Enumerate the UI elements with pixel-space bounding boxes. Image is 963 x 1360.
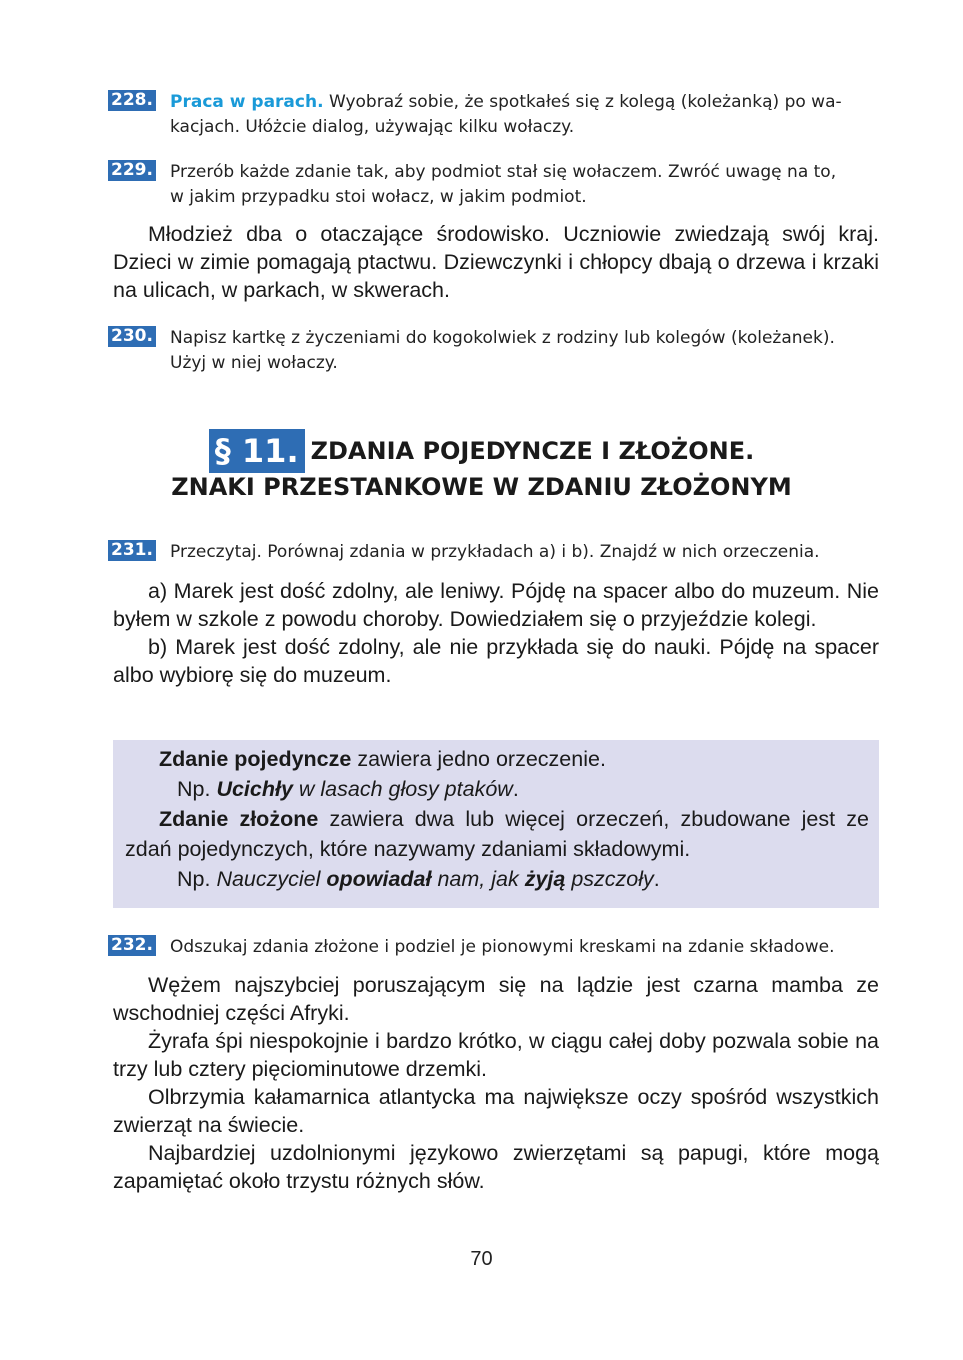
rule-simple-sentence — [125, 744, 869, 774]
example-complex — [125, 864, 869, 894]
section-title-line-2: ZNAKI PRZESTANKOWE W ZDANIU ZŁOŻONYM — [171, 473, 792, 501]
paragraph: Młodzież dba o otaczające środowisko. Uczniowie zwiedzają swój kraj. Dzieci w zimie pomagają ptactwu. Dziewczynki i chłopcy dbają o drzewa i krzaki na ulicach, w parkach, w skwerach. — [113, 222, 879, 302]
exercise-228 — [108, 90, 883, 140]
exercise-231-text — [113, 577, 879, 689]
instruction-line-2: w jakim przypadku stoi wołacz, w jakim podmiot. — [170, 187, 587, 207]
exercise-instruction — [170, 160, 883, 210]
instruction-line-1: Wyobraź sobie, że spotkałeś się z kolegą (koleżanką) po wa- — [323, 92, 842, 112]
exercise-230 — [108, 326, 883, 376]
definition: zawiera dwa lub więcej orzeczeń, zbudowane jest ze zdań pojedynczych, które nazywamy zdaniami składowymi. — [125, 807, 869, 861]
exercise-number: 229. — [108, 160, 156, 181]
example-predicate: żyją — [524, 867, 566, 891]
pair-work-label: Praca w parach. — [170, 92, 324, 112]
instruction-line-2: kacjach. Ułóżcie dialog, używając kilku wołaczy. — [170, 117, 575, 137]
example-rest: w lasach głosy ptaków — [292, 777, 513, 801]
definition: zawiera jedno orzeczenie. — [351, 747, 606, 771]
page-number: 70 — [470, 1248, 493, 1270]
rule-complex-sentence — [125, 804, 869, 864]
example-part: Nauczyciel — [216, 867, 327, 891]
exercise-232-text — [113, 971, 879, 1195]
term-simple: Zdanie pojedyncze — [159, 747, 352, 771]
paragraph: Olbrzymia kałamarnica atlantycka ma największe oczy spośród wszystkich zwierząt na świecie. — [113, 1085, 879, 1137]
exercise-232 — [108, 935, 883, 960]
instruction-line-1: Napisz kartkę z życzeniami do kogokolwiek z rodziny lub kolegów (koleżanek). — [170, 328, 835, 348]
exercise-number: 232. — [108, 935, 156, 956]
section-title-line-1: ZDANIA POJEDYNCZE I ZŁOŻONE. — [310, 437, 755, 465]
instruction-line-2: Użyj w niej wołaczy. — [170, 353, 338, 373]
exercise-number: 231. — [108, 540, 156, 561]
example-end: . — [653, 867, 660, 891]
paragraph: Żyrafa śpi niespokojnie i bardzo krótko, w ciągu całej doby pozwala sobie na trzy lub cztery pięciominutowe drzemki. — [113, 1029, 879, 1081]
example-end: . — [512, 777, 519, 801]
exercise-instruction: Przeczytaj. Porównaj zdania w przykładach a) i b). Znajdź w nich orzeczenia. — [170, 542, 820, 562]
exercise-number: 230. — [108, 326, 156, 347]
example-prefix: Np. — [177, 867, 217, 891]
section-heading-line-2 — [0, 472, 963, 502]
exercise-231 — [108, 540, 883, 565]
exercise-number: 228. — [108, 90, 156, 111]
exercise-instruction — [170, 326, 883, 376]
exercise-instruction: Odszukaj zdania złożone i podziel je pionowymi kreskami na zdanie składowe. — [170, 937, 835, 957]
paragraph: Wężem najszybciej poruszającym się na lądzie jest czarna mamba ze wschodniej części Afryki. — [113, 973, 879, 1025]
exercise-229-text — [113, 220, 879, 304]
example-prefix: Np. — [177, 777, 217, 801]
example-simple — [125, 774, 869, 804]
instruction-line-1: Przerób każde zdanie tak, aby podmiot stał się wołaczem. Zwróć uwagę na to, — [170, 162, 837, 182]
example-part: pszczoły — [565, 867, 654, 891]
example-predicate: Ucichły — [216, 777, 293, 801]
term-complex: Zdanie złożone — [159, 807, 319, 831]
rule-content — [125, 744, 869, 894]
example-predicate: opowiadał — [326, 867, 432, 891]
rule-box — [113, 740, 879, 908]
example-a: a) Marek jest dość zdolny, ale leniwy. Pójdę na spacer albo do muzeum. Nie byłem w szkole z powodu choroby. Dowiedziałem się o przyjeździe kolegi. — [113, 579, 879, 631]
example-b: b) Marek jest dość zdolny, ale nie przykłada się do nauki. Pójdę na spacer albo wybiorę się do muzeum. — [113, 635, 879, 687]
section-number: § 11. — [209, 429, 305, 473]
paragraph: Najbardziej uzdolnionymi językowo zwierzętami są papugi, które mogą zapamiętać około trzystu różnych słów. — [113, 1141, 879, 1193]
example-part: nam, jak — [431, 867, 525, 891]
exercise-229 — [108, 160, 883, 210]
section-heading — [0, 428, 963, 473]
exercise-instruction — [170, 90, 883, 140]
